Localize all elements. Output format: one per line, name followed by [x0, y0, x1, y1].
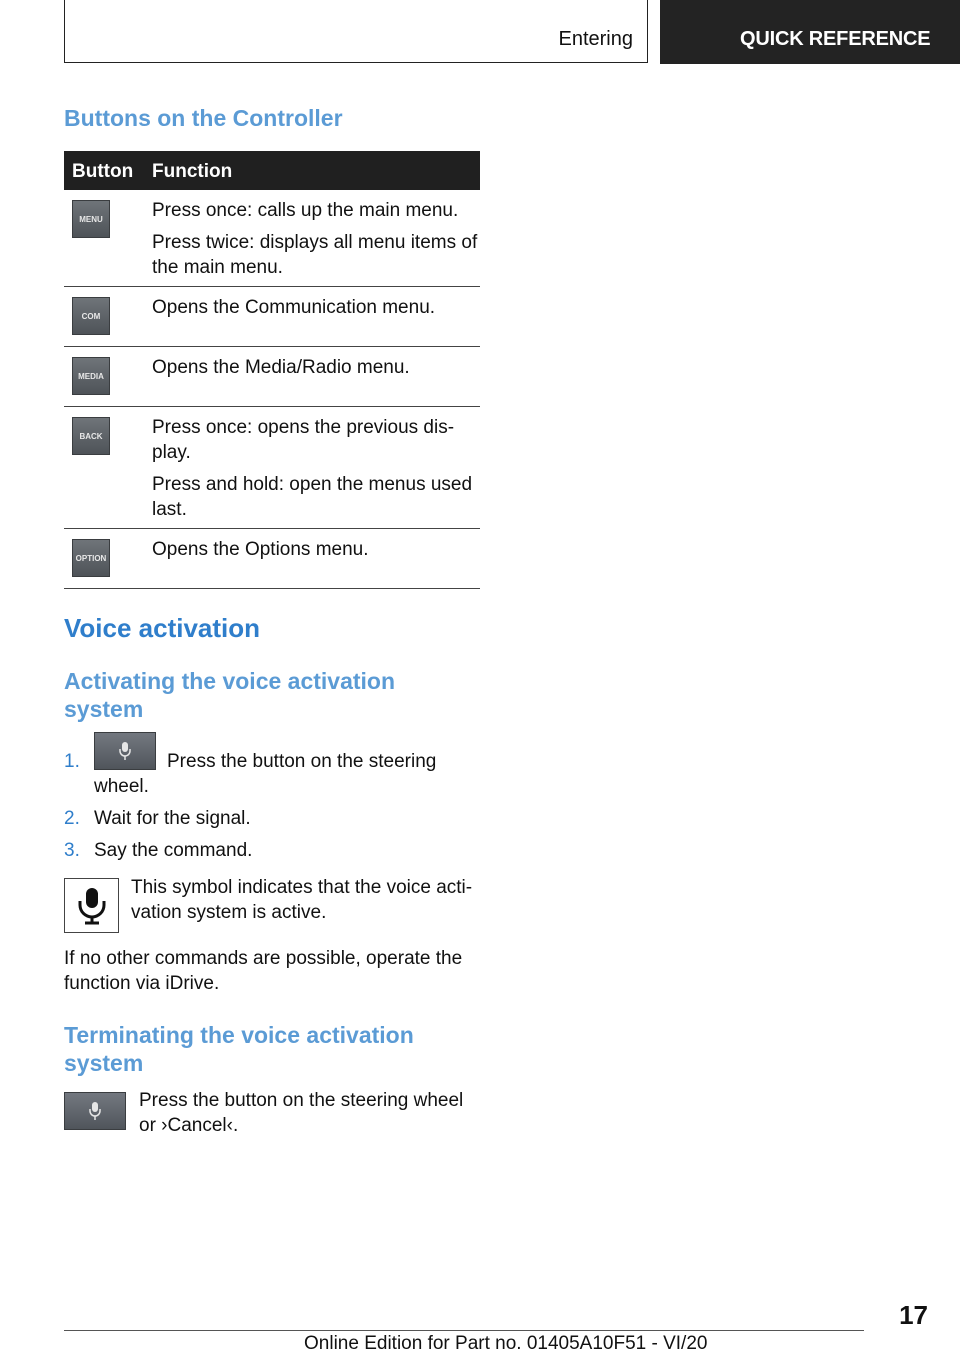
- table-row: [64, 347, 480, 407]
- voice-active-symbol: [64, 878, 119, 933]
- row-function: [152, 415, 478, 529]
- option-button-icon: OPTION: [72, 539, 110, 577]
- row-function: [152, 355, 478, 387]
- back-button-icon: BACK: [72, 417, 110, 455]
- step-number: 1.: [64, 751, 80, 772]
- media-button-icon: MEDIA: [72, 357, 110, 395]
- row-function: [152, 198, 478, 287]
- footer-divider: [64, 1330, 864, 1331]
- table-row: [64, 529, 480, 589]
- step-number: 3.: [64, 840, 80, 861]
- table-row: [64, 287, 480, 347]
- header-chapter: QUICK REFERENCE: [740, 28, 931, 50]
- table-row: [64, 190, 480, 287]
- table-header: [64, 151, 480, 190]
- step-text: Say the command.: [94, 840, 253, 861]
- row-function: [152, 537, 478, 569]
- page-number: 17: [899, 1300, 928, 1330]
- terminate-heading: Terminating the voice activation system: [64, 1022, 414, 1076]
- table-row: [64, 407, 480, 529]
- voice-active-icon: [77, 887, 107, 925]
- activate-heading: Activating the voice activation system: [64, 668, 396, 722]
- function-line: Press and hold: open the menus used last.: [152, 474, 473, 520]
- step-text: Wait for the signal.: [94, 808, 251, 829]
- function-line: Press twice: displays all menu items of the main menu.: [152, 232, 478, 278]
- controller-heading: Buttons on the Controller: [64, 105, 343, 131]
- function-line: Press once: calls up the main menu.: [152, 200, 459, 221]
- menu-button-icon: MENU: [72, 200, 110, 238]
- fallback-note: If no other commands are possible, operate the function via iDrive.: [64, 948, 463, 994]
- step-number: 2.: [64, 808, 80, 829]
- voice-heading: Voice activation: [64, 613, 261, 643]
- terminate-text: Press the button on the steering wheel or ›Cancel‹.: [139, 1090, 464, 1136]
- function-line: Press once: opens the previous dis- play.: [152, 417, 455, 463]
- step-text: Press the button on the steering wheel.: [94, 751, 437, 797]
- column-header-function: Function: [152, 161, 233, 182]
- row-function: [152, 295, 478, 327]
- column-header-button: Button: [72, 161, 134, 182]
- function-line: Opens the Options menu.: [152, 539, 369, 560]
- header-chapter-tab: [660, 0, 960, 64]
- microphone-icon: [88, 1101, 102, 1121]
- header-section-box: [64, 0, 648, 63]
- controller-table: [64, 151, 480, 589]
- steering-voice-button-icon: [64, 1092, 126, 1130]
- function-line: Opens the Media/Radio menu.: [152, 357, 410, 378]
- header-section: Entering: [558, 28, 633, 50]
- footer-edition: Online Edition for Part no. 01405A10F51 - VI/20: [304, 1333, 708, 1354]
- com-button-icon: COM: [72, 297, 110, 335]
- symbol-note: This symbol indicates that the voice acti- vation system is active.: [131, 877, 473, 923]
- function-line: Opens the Communication menu.: [152, 297, 436, 318]
